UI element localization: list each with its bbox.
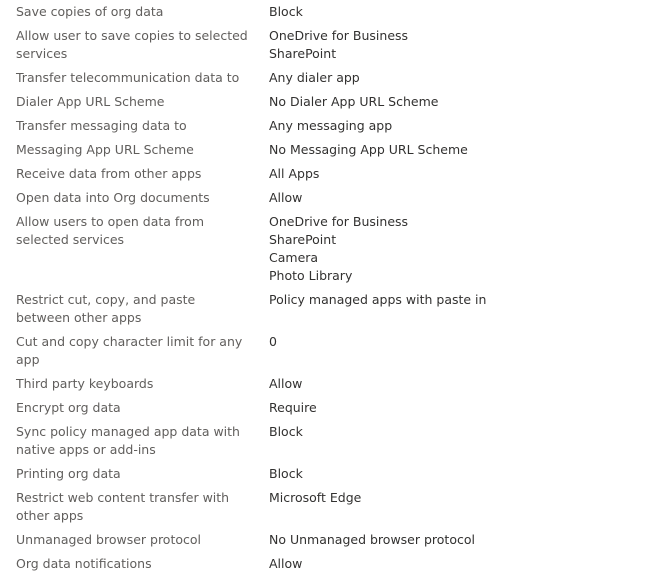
setting-value-line: 0: [269, 334, 277, 349]
setting-value-line: Microsoft Edge: [269, 490, 362, 505]
setting-row-printing: [0, 465, 650, 483]
setting-value-line: All Apps: [269, 166, 320, 181]
setting-value: [269, 333, 277, 351]
setting-label: Open data into Org documents: [16, 190, 210, 205]
setting-label: Sync policy managed app data with native apps or add-ins: [16, 424, 240, 457]
setting-value: [269, 423, 303, 441]
setting-row-dialer-url-scheme: [0, 93, 650, 111]
setting-label: Encrypt org data: [16, 400, 121, 415]
setting-value-line: No Messaging App URL Scheme: [269, 142, 468, 157]
setting-value-line: Any dialer app: [269, 70, 360, 85]
setting-label: Receive data from other apps: [16, 166, 202, 181]
setting-value-line: Allow: [269, 376, 303, 391]
setting-row-unmanaged-browser: [0, 531, 650, 549]
setting-label: Org data notifications: [16, 556, 152, 571]
setting-value-line: OneDrive for Business: [269, 28, 409, 43]
setting-value: [269, 213, 408, 285]
setting-value: [269, 165, 319, 183]
setting-label: Restrict cut, copy, and paste between other apps: [16, 292, 196, 325]
setting-value-line: Allow: [269, 190, 303, 205]
setting-row-sync-native-apps: [0, 423, 650, 459]
setting-value: [269, 465, 303, 483]
setting-value: [269, 555, 302, 573]
setting-row-open-from-services: [0, 213, 650, 285]
setting-value: [269, 291, 486, 309]
setting-value-line: Camera: [269, 250, 319, 265]
setting-value: [269, 69, 360, 87]
setting-value: [269, 489, 361, 507]
setting-value-line: Allow: [269, 556, 303, 571]
setting-label: Dialer App URL Scheme: [16, 94, 165, 109]
setting-value-line: SharePoint: [269, 46, 337, 61]
setting-row-save-copies: [0, 3, 650, 21]
setting-value-line: Block: [269, 466, 303, 481]
setting-label: Cut and copy character limit for any app: [16, 334, 243, 367]
setting-row-org-data-notifications: [0, 555, 650, 573]
setting-value: [269, 531, 475, 549]
setting-value: [269, 27, 408, 63]
setting-label: Allow users to open data from selected services: [16, 214, 205, 247]
setting-row-telecom-transfer: [0, 69, 650, 87]
setting-row-third-party-keyboards: [0, 375, 650, 393]
setting-label: Transfer messaging data to: [16, 118, 187, 133]
setting-value-line: Any messaging app: [269, 118, 393, 133]
setting-value-line: Block: [269, 4, 303, 19]
setting-label: Messaging App URL Scheme: [16, 142, 194, 157]
setting-value: [269, 375, 302, 393]
setting-label: Transfer telecommunication data to: [16, 70, 240, 85]
setting-value: [269, 93, 438, 111]
setting-value: [269, 189, 302, 207]
setting-row-cut-copy-paste: [0, 291, 650, 327]
setting-value-line: No Unmanaged browser protocol: [269, 532, 475, 547]
setting-value: [269, 141, 468, 159]
setting-label: Save copies of org data: [16, 4, 164, 19]
setting-value: [269, 3, 303, 21]
setting-value-line: Block: [269, 424, 303, 439]
setting-row-messaging-url-scheme: [0, 141, 650, 159]
setting-value-line: OneDrive for Business: [269, 214, 409, 229]
setting-label: Restrict web content transfer with other apps: [16, 490, 230, 523]
setting-label: Unmanaged browser protocol: [16, 532, 201, 547]
setting-row-save-to-services: [0, 27, 650, 63]
setting-value-line: Require: [269, 400, 317, 415]
setting-value-line: No Dialer App URL Scheme: [269, 94, 439, 109]
setting-row-encrypt-org-data: [0, 399, 650, 417]
setting-row-receive-data: [0, 165, 650, 183]
setting-row-messaging-transfer: [0, 117, 650, 135]
setting-row-char-limit: [0, 333, 650, 369]
setting-value: [269, 117, 392, 135]
setting-label: Third party keyboards: [16, 376, 154, 391]
setting-row-open-into-org-docs: [0, 189, 650, 207]
setting-value-line: Photo Library: [269, 268, 353, 283]
setting-row-web-content-transfer: [0, 489, 650, 525]
setting-label: Printing org data: [16, 466, 121, 481]
setting-value: [269, 399, 317, 417]
setting-label: Allow user to save copies to selected services: [16, 28, 248, 61]
setting-value-line: Policy managed apps with paste in: [269, 292, 487, 307]
setting-value-line: SharePoint: [269, 232, 337, 247]
